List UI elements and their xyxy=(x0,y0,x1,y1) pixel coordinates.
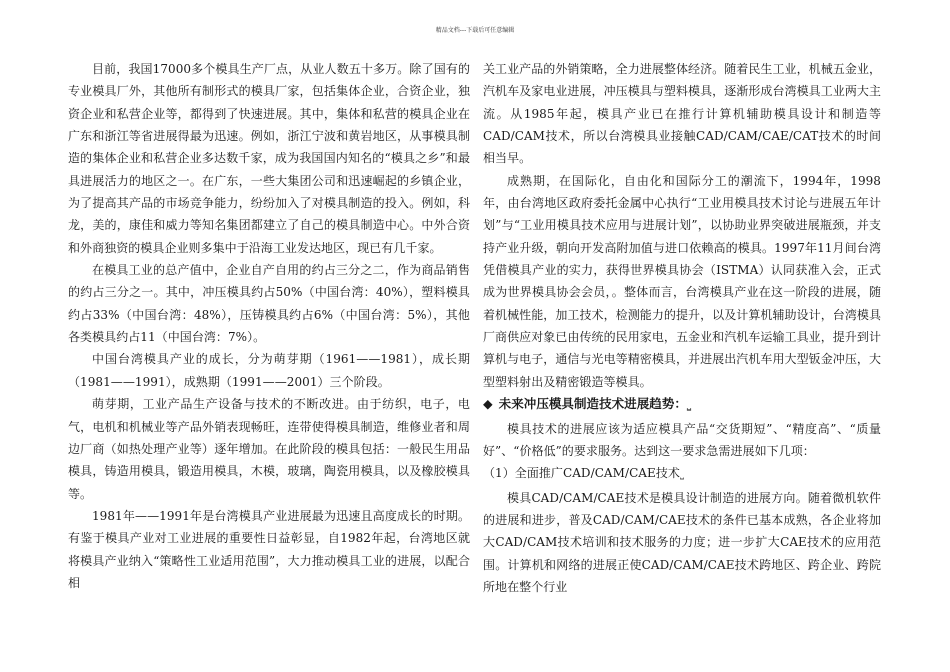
paragraph-mark-icon: ⎵ xyxy=(686,400,691,412)
list-item xyxy=(483,462,881,486)
paragraph: 关工业产品的外销策略，全力进展整体经济。随着民生工业，机械五金业，汽机车及家电业进展，冲压模具与塑料模具，逐渐形成台湾模具工业两大主流。从1985年起，模具产业已在推行计算机辅助模具设计和制造等CAD/CAM技术，所以台湾模具业接触CAD/CAM/CAE/CAT技术的时间相当早。 xyxy=(483,62,881,166)
paragraph: 在模具工业的总产值中，企业自产自用的约占三分之二，作为商品销售的约占三分之一。其中，冲压模具约占50%（中国台湾：40%），塑料模具约占33%（中国台湾：48%），压铸模具约占6%（中国台湾：5%），其他各类模具约占11（中国台湾：7%）。 xyxy=(68,263,470,345)
paragraph: 模具技术的进展应该为适应模具产品“交货期短”、“精度高”、“质量好”、“价格低”的要求服务。达到这一要求急需进展如下几项： xyxy=(483,421,881,458)
list-item-text: （1）全面推广CAD/CAM/CAE技术 xyxy=(483,466,680,481)
paragraph: 成熟期，在国际化，自由化和国际分工的潮流下，1994年，1998年，由台湾地区政府委托金属中心执行“工业用模具技术讨论与进展五年计划”与“工业用模具技术应用与进展计划”，以协助业界突破进展瓶颈，并支持产业升级，朝向开发高附加值与进口依赖高的模具。1997年11月间台湾凭借模具产业的实力，获得世界模具协会（ISTMA）认同获准入会，正式成为世界模具协会会员，。整体而言，台湾模具产业在这一阶段的进展，随着机械性能，加工技术，检测能力的提升，以及计算机辅助设计，台湾模具厂商供应对象已由传统的民用家电，五金业和汽机车运输工具业，提升到计算机与电子，通信与光电等精密模具，并进展出汽机车用大型钣金冲压，大型塑料射出及精密锻造等模具。 xyxy=(483,173,881,389)
left-column xyxy=(68,58,470,594)
paragraph-mark-icon: ⎵ xyxy=(679,469,684,481)
paragraph: 目前，我国17000多个模具生产厂点，从业人数五十多万。除了国有的专业模具厂外，其他所有制形式的模具厂家，包括集体企业，合资企业，独资企业和私营企业等，都得到了快速进展。其中，集体和私营的模具企业在广东和浙江等省进展得最为迅速。例如，浙江宁波和黄岩地区，从事模具制造的集体企业和私营企业多达数千家，成为我国国内知名的“模具之乡”和最具进展活力的地区之一。在广东，一些大集团公司和迅速崛起的乡镇企业，为了提高其产品的市场竞争能力，纷纷加入了对模具制造的投入。例如，科龙，美的，康佳和威力等知名集团都建立了自己的模具制造中心。中外合资和外商独资的模具企业则多集中于沿海工业发达地区，现已有几千家。 xyxy=(68,62,470,255)
diamond-bullet-icon: ◆ xyxy=(483,396,493,412)
right-column xyxy=(483,58,881,598)
page-header: 精品文档---下载后可任意编辑 xyxy=(435,27,515,34)
paragraph: 1981年——1991年是台湾模具产业进展最为迅速且高度成长的时期。有鉴于模具产业对工业进展的重要性日益彰显，自1982年起，台湾地区就将模具产业纳入“策略性工业适用范围”，大力推动模具工业的进展，以配合相 xyxy=(68,508,470,590)
section-heading-text: 未来冲压模具制造技术进展趋势： xyxy=(498,396,687,412)
section-heading xyxy=(483,393,881,417)
paragraph: 模具CAD/CAM/CAE技术是模具设计制造的进展方向。随着微机软件的进展和进步，普及CAD/CAM/CAE技术的条件已基本成熟，各企业将加大CAD/CAM技术培训和技术服务的力度；进一步扩大CAE技术的应用范围。计算机和网络的进展正使CAD/CAM/CAE技术跨地区、跨企业、跨院所地在整个行业 xyxy=(483,490,881,594)
paragraph: 中国台湾模具产业的成长，分为萌芽期（1961——1981），成长期（1981——1991），成熟期（1991——2001）三个阶段。 xyxy=(68,352,470,389)
paragraph: 萌芽期，工业产品生产设备与技术的不断改进。由于纺织，电子，电气，电机和机械业等产品外销表现畅旺，连带使得模具制造，维修业者和周边厂商（如热处理产业等）逐年增加。在此阶段的模具包括：一般民生用品模具，铸造用模具，锻造用模具，木模，玻璃，陶瓷用模具，以及橡胶模具等。 xyxy=(68,397,470,501)
